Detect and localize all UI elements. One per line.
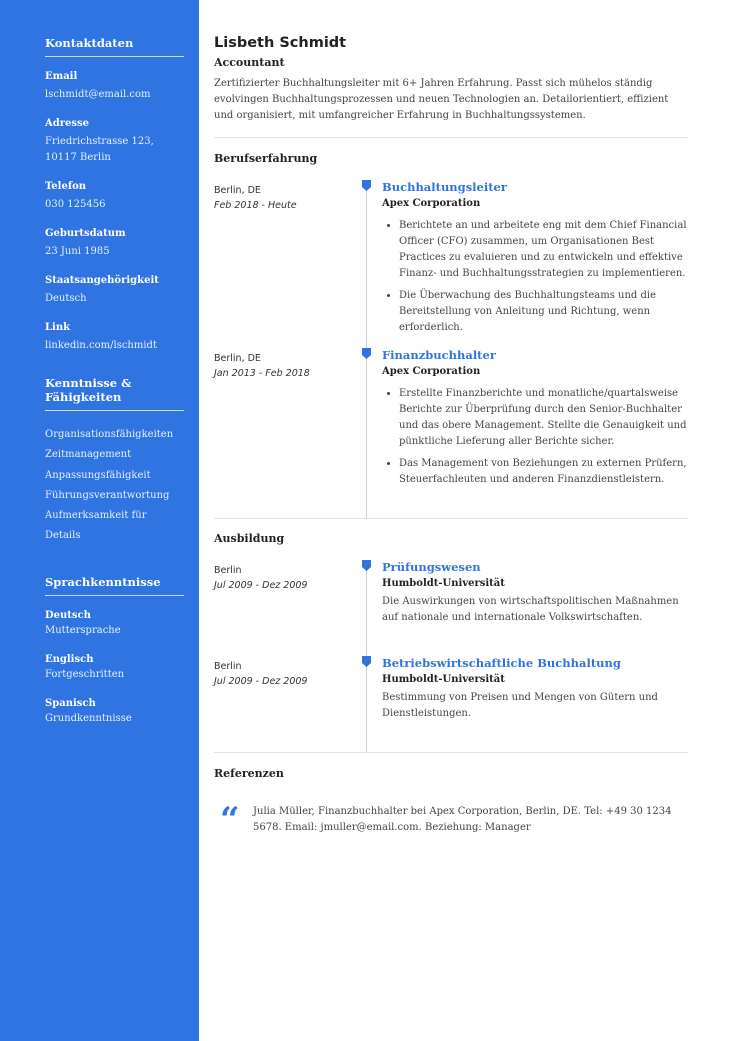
- phone-value: 030 125456: [45, 199, 106, 210]
- sidebar: [0, 0, 199, 1041]
- education-meta: [214, 565, 307, 591]
- bullet-item: • Erstellte Finanzberichte und monatliche/quartalsweise Berichte zur Überprüfung durch den Senior-Buchhalter und das obere Management. Stellte die Genauigkeit und pünktliche Lieferung aller Berichte sicher.: [399, 386, 688, 450]
- skill-item: Anpassungsfähigkeit: [45, 469, 151, 481]
- experience-bullets: [382, 218, 688, 336]
- bullet-item: • Berichtete an und arbeitete eng mit dem Chief Financial Officer (CFO) zusammen, um Organisationen Best Practices zu evaluieren und zu entwickeln und effektive Finanz- und Buchhaltungsstrategien zu implementieren.: [399, 218, 688, 282]
- language-name: Deutsch: [45, 609, 91, 621]
- skill-item: Organisationsfähigkeiten: [45, 429, 174, 440]
- education-entry: [382, 656, 688, 722]
- email-label: Email: [45, 71, 78, 82]
- reference-text: Julia Müller, Finanzbuchhalter bei Apex Corporation, Berlin, DE. Tel: +49 30 1234 5678. Email: jmuller@email.com. Beziehung: Manager: [253, 806, 672, 833]
- language-level: Muttersprache: [45, 624, 121, 636]
- timeline-marker-icon: [362, 348, 371, 359]
- education-location: Berlin: [214, 661, 242, 672]
- education-section-title: Ausbildung: [214, 532, 285, 545]
- skill-item: Zeitmanagement: [45, 449, 132, 461]
- bullet-item: • Die Überwachung des Buchhaltungsteams und die Bereitstellung von Anleitung und Richtung, wenn erforderlich.: [399, 288, 688, 336]
- divider: [214, 752, 688, 753]
- birthdate-label: Geburtsdatum: [45, 228, 126, 239]
- skills-list: [45, 425, 183, 547]
- language-name: Spanisch: [45, 697, 96, 709]
- education-entry: [382, 560, 688, 626]
- experience-role: Finanzbuchhalter: [382, 348, 496, 362]
- language-level: Fortgeschritten: [45, 668, 125, 680]
- link-label: Link: [45, 322, 71, 333]
- timeline-marker-icon: [362, 656, 371, 667]
- education-degree: Betriebswirtschaftliche Buchhaltung: [382, 656, 621, 670]
- experience-bullets: [382, 386, 688, 488]
- education-dates: Jul 2009 - Dez 2009: [214, 580, 308, 591]
- birthdate-value: 23 Juni 1985: [45, 246, 110, 257]
- experience-entry: [382, 348, 688, 494]
- address-value: Friedrichstrasse 123, 10117 Berlin: [45, 136, 154, 163]
- skill-item: Aufmerksamkeit für Details: [45, 510, 147, 542]
- language-level: Grundkenntnisse: [45, 712, 132, 724]
- education-description: Die Auswirkungen von wirtschaftspolitischen Maßnahmen auf nationale und internationale Volkswirtschaften.: [382, 596, 679, 623]
- quote-icon: “: [220, 800, 240, 840]
- languages-section-title: Sprachkenntnisse: [45, 575, 184, 596]
- education-location: Berlin: [214, 565, 242, 576]
- experience-dates: Feb 2018 - Heute: [214, 200, 297, 211]
- education-school: Humboldt-Universität: [382, 674, 505, 685]
- references-section-title: Referenzen: [214, 767, 284, 780]
- link-value[interactable]: linkedin.com/lschmidt: [45, 340, 157, 351]
- divider: [214, 518, 688, 519]
- experience-company: Apex Corporation: [382, 366, 481, 377]
- phone-label: Telefon: [45, 181, 87, 192]
- skill-item: Führungsverantwortung: [45, 489, 170, 501]
- experience-section-title: Berufserfahrung: [214, 152, 318, 165]
- timeline-marker-icon: [362, 560, 371, 571]
- email-value[interactable]: lschmidt@email.com: [45, 89, 151, 100]
- experience-location: Berlin, DE: [214, 353, 261, 364]
- bullet-item: • Das Management von Beziehungen zu externen Prüfern, Steuerfachleuten und anderen Finanzdienstleistern.: [399, 456, 688, 488]
- experience-location: Berlin, DE: [214, 185, 261, 196]
- experience-entry: [382, 180, 688, 342]
- education-degree: Prüfungswesen: [382, 560, 481, 574]
- nationality-label: Staatsangehörigkeit: [45, 275, 159, 286]
- education-description: Bestimmung von Preisen und Mengen von Gütern und Dienstleistungen.: [382, 692, 658, 719]
- language-name: Englisch: [45, 653, 94, 665]
- job-title: Accountant: [214, 56, 285, 69]
- address-label: Adresse: [45, 118, 90, 129]
- nationality-value: Deutsch: [45, 293, 87, 304]
- divider: [214, 137, 688, 138]
- experience-meta: [214, 353, 310, 379]
- education-school: Humboldt-Universität: [382, 578, 505, 589]
- education-meta: [214, 661, 307, 687]
- person-name: Lisbeth Schmidt: [214, 35, 347, 51]
- timeline-marker-icon: [362, 180, 371, 191]
- contact-section-title: Kontaktdaten: [45, 36, 184, 57]
- experience-company: Apex Corporation: [382, 198, 481, 209]
- education-dates: Jul 2009 - Dez 2009: [214, 676, 308, 687]
- skills-section-title: Kenntnisse & Fähigkeiten: [45, 376, 184, 411]
- experience-role: Buchhaltungsleiter: [382, 180, 507, 194]
- experience-dates: Jan 2013 - Feb 2018: [214, 368, 310, 379]
- experience-meta: [214, 185, 297, 211]
- profile-summary: Zertifizierter Buchhaltungsleiter mit 6+ Jahren Erfahrung. Passt sich mühelos ständig evolvingen Buchhaltungsprozessen und neuen Technologien an. Detailorientiert, effizient und organisiert, mit umfangreicher Erfahrung in Buchhaltungssystemen.: [214, 78, 669, 121]
